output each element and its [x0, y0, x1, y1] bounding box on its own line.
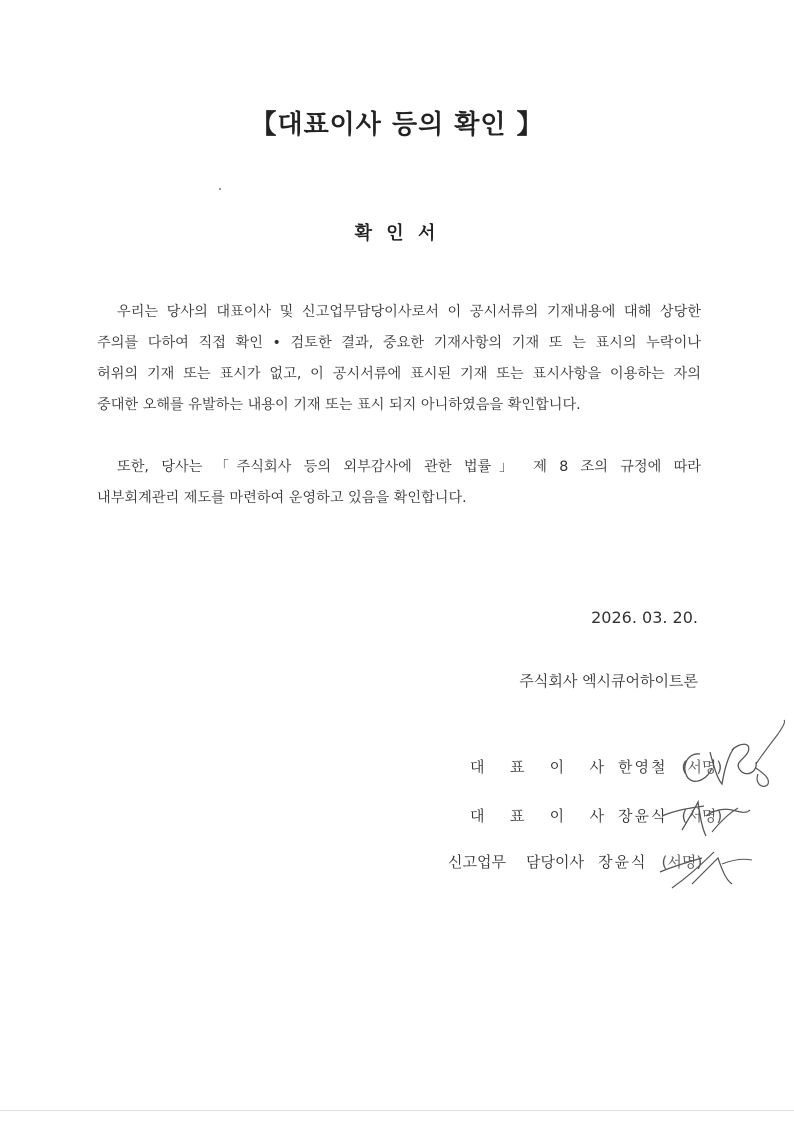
- signer-name: 한영철: [618, 758, 668, 776]
- page-title: 【대표이사 등의 확인 】: [250, 110, 544, 140]
- paragraph-line: 우리는 당사의 대표이사 및 신고업무담당이사로서 이 공시서류의 기재내용에 대해 상당한: [117, 304, 701, 320]
- handwritten-signature-3: [652, 844, 762, 894]
- paragraph-line: 중대한 오해를 유발하는 내용이 기재 또는 표시 되지 아니하였음을 확인합니다.: [97, 397, 581, 413]
- signer-name: 장윤식: [598, 853, 648, 871]
- paragraph-line: 허위의 기재 또는 표시가 없고, 이 공시서류에 표시된 기재 또는 표시사항을 이용하는 자의: [97, 366, 701, 382]
- document-date: 2026. 03. 20.: [591, 608, 698, 627]
- signer-name: 장윤식: [618, 807, 668, 825]
- handwritten-signature-1: [660, 712, 790, 792]
- signature-seal-label: (서명): [661, 853, 703, 871]
- signer-role: 대 표 이 사: [470, 807, 604, 825]
- signature-seal-label: (서명): [681, 807, 723, 825]
- company-name: 주식회사 엑시큐어하이트론: [519, 672, 698, 690]
- paragraph-line: 또한, 당사는 「주식회사 등의 외부감사에 관한 법률」 제 8 조의 규정에 따라: [117, 459, 701, 475]
- bottom-rule: [0, 1110, 794, 1111]
- internal-control-paragraph: [97, 452, 701, 514]
- signature-seal-label: (서명): [681, 758, 723, 776]
- document-heading: 확 인 서: [354, 223, 440, 244]
- signer-role: 신고업무 담당이사: [448, 853, 584, 871]
- paragraph-line: 내부회계관리 제도를 마련하여 운영하고 있음을 확인합니다.: [97, 490, 467, 506]
- confirmation-paragraph: [97, 297, 701, 421]
- signer-role: 대 표 이 사: [470, 758, 604, 776]
- scan-dot: [219, 188, 221, 190]
- paragraph-line: 주의를 다하여 직접 확인 • 검토한 결과, 중요한 기재사항의 기재 또 는 표시의 누락이나: [97, 335, 701, 351]
- handwritten-signature-2: [652, 796, 762, 846]
